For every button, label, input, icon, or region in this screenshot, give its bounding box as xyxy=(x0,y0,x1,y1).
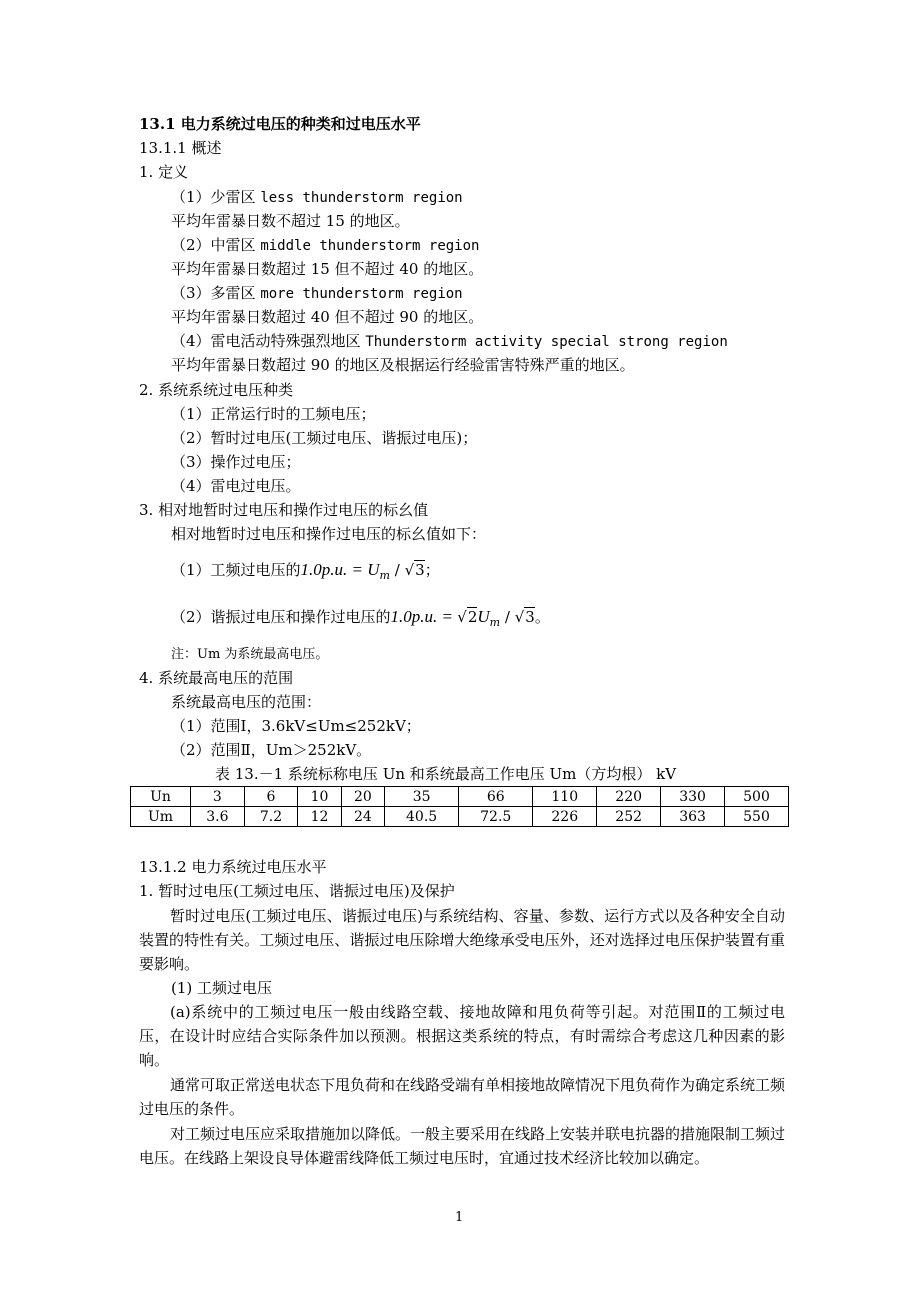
def-desc-4: 平均年雷暴日数超过 90 的地区及根据运行经验雷害特殊严重的地区。 xyxy=(171,356,635,374)
range-heading: 4. 系统最高电压的范围 xyxy=(139,669,294,687)
formula-1: （1）工频过电压的1.0p.u. = $U_m / √3$； xyxy=(171,560,440,582)
pu-heading: 3. 相对地暂时过电压和操作过电压的标幺值 xyxy=(139,501,429,519)
def-desc-2: 平均年雷暴日数超过 15 但不超过 40 的地区。 xyxy=(171,260,484,278)
table-cell: 6 xyxy=(244,787,298,807)
table-cell: 252 xyxy=(597,807,661,827)
table-cell: 3.6 xyxy=(191,807,245,827)
subsection-title-2: 13.1.2 电力系统过电压水平 xyxy=(139,858,327,876)
table-row xyxy=(131,787,789,807)
range-2: （2）范围Ⅱ，Um＞252kV。 xyxy=(171,741,372,759)
table-cell: 500 xyxy=(725,787,789,807)
type-item-3: （3）操作过电压； xyxy=(171,453,301,471)
table-cell: 24 xyxy=(341,807,384,827)
table-cell: Um xyxy=(131,807,191,827)
table-caption: 表 13.－1 系统标称电压 Un 和系统最高工作电压 Um（方均根） kV xyxy=(215,765,677,783)
formula-2: （2）谐振过电压和操作过电压的1.0p.u. = $√2U_m / √3$。 xyxy=(171,607,550,629)
paragraph-1: 暂时过电压(工频过电压、谐振过电压)与系统结构、容量、参数、运行方式以及各种安全自动装置的特性有关。工频过电压、谐振过电压除增大绝缘承受电压外，还对选择过电压保护装置有重要影响。 xyxy=(139,907,785,973)
def-item-3: （3）多雷区 more thunderstorm region xyxy=(171,284,463,302)
types-heading: 2. 系统系统过电压种类 xyxy=(139,381,294,399)
temporary-overvoltage-heading: 1. 暂时过电压(工频过电压、谐振过电压)及保护 xyxy=(139,882,455,900)
table-cell: 7.2 xyxy=(244,807,298,827)
table-cell: 363 xyxy=(661,807,725,827)
pu-intro: 相对地暂时过电压和操作过电压的标幺值如下： xyxy=(171,525,487,543)
table-cell: 40.5 xyxy=(385,807,459,827)
def-item-1: （1）少雷区 less thunderstorm region xyxy=(171,188,463,206)
table-cell: 66 xyxy=(459,787,533,807)
type-item-1: （1）正常运行时的工频电压； xyxy=(171,405,376,423)
type-item-2: （2）暂时过电压(工频过电压、谐振过电压)； xyxy=(171,429,478,447)
table-cell: 550 xyxy=(725,807,789,827)
definitions-heading: 1. 定义 xyxy=(139,163,189,181)
def-item-4: （4）雷电活动特殊强烈地区 Thunderstorm activity special strong region xyxy=(171,332,728,350)
table-cell: Un xyxy=(131,787,191,807)
table-cell: 20 xyxy=(341,787,384,807)
table-cell: 330 xyxy=(661,787,725,807)
table-cell: 3 xyxy=(191,787,245,807)
table-cell: 220 xyxy=(597,787,661,807)
def-item-2: （2）中雷区 middle thunderstorm region xyxy=(171,236,480,254)
paragraph-3: 通常可取正常送电状态下甩负荷和在线路受端有单相接地故障情况下甩负荷作为确定系统工频过电压的条件。 xyxy=(139,1076,786,1118)
um-note: 注：Um 为系统最高电压。 xyxy=(171,647,329,662)
table-cell: 12 xyxy=(298,807,341,827)
def-desc-3: 平均年雷暴日数超过 40 但不超过 90 的地区。 xyxy=(171,308,484,326)
power-frequency-heading: (1) 工频过电压 xyxy=(171,979,273,997)
paragraph-4: 对工频过电压应采取措施加以降低。一般主要采用在线路上安装并联电抗器的措施限制工频过电压。在线路上架设良导体避雷线降低工频过电压时，宜通过技术经济比较加以确定。 xyxy=(139,1125,786,1167)
table-row xyxy=(131,807,789,827)
table-cell: 10 xyxy=(298,787,341,807)
range-intro: 系统最高电压的范围： xyxy=(171,693,322,711)
section-title: 13.1 电力系统过电压的种类和过电压水平 xyxy=(139,115,421,133)
table-cell: 72.5 xyxy=(459,807,533,827)
def-desc-1: 平均年雷暴日数不超过 15 的地区。 xyxy=(171,212,410,230)
table-cell: 110 xyxy=(533,787,597,807)
page-number: 1 xyxy=(455,1210,464,1225)
voltage-table xyxy=(130,786,789,827)
paragraph-2: (a)系统中的工频过电压一般由线路空载、接地故障和甩负荷等引起。对范围Ⅱ的工频过电压，在设计时应结合实际条件加以预测。根据这类系统的特点，有时需综合考虑这几种因素的影响。 xyxy=(139,1003,785,1069)
type-item-4: （4）雷电过电压。 xyxy=(171,477,301,495)
subsection-title: 13.1.1 概述 xyxy=(139,139,222,157)
table-cell: 226 xyxy=(533,807,597,827)
table-cell: 35 xyxy=(385,787,459,807)
range-1: （1）范围Ⅰ，3.6kV≤Um≤252kV； xyxy=(171,717,421,735)
